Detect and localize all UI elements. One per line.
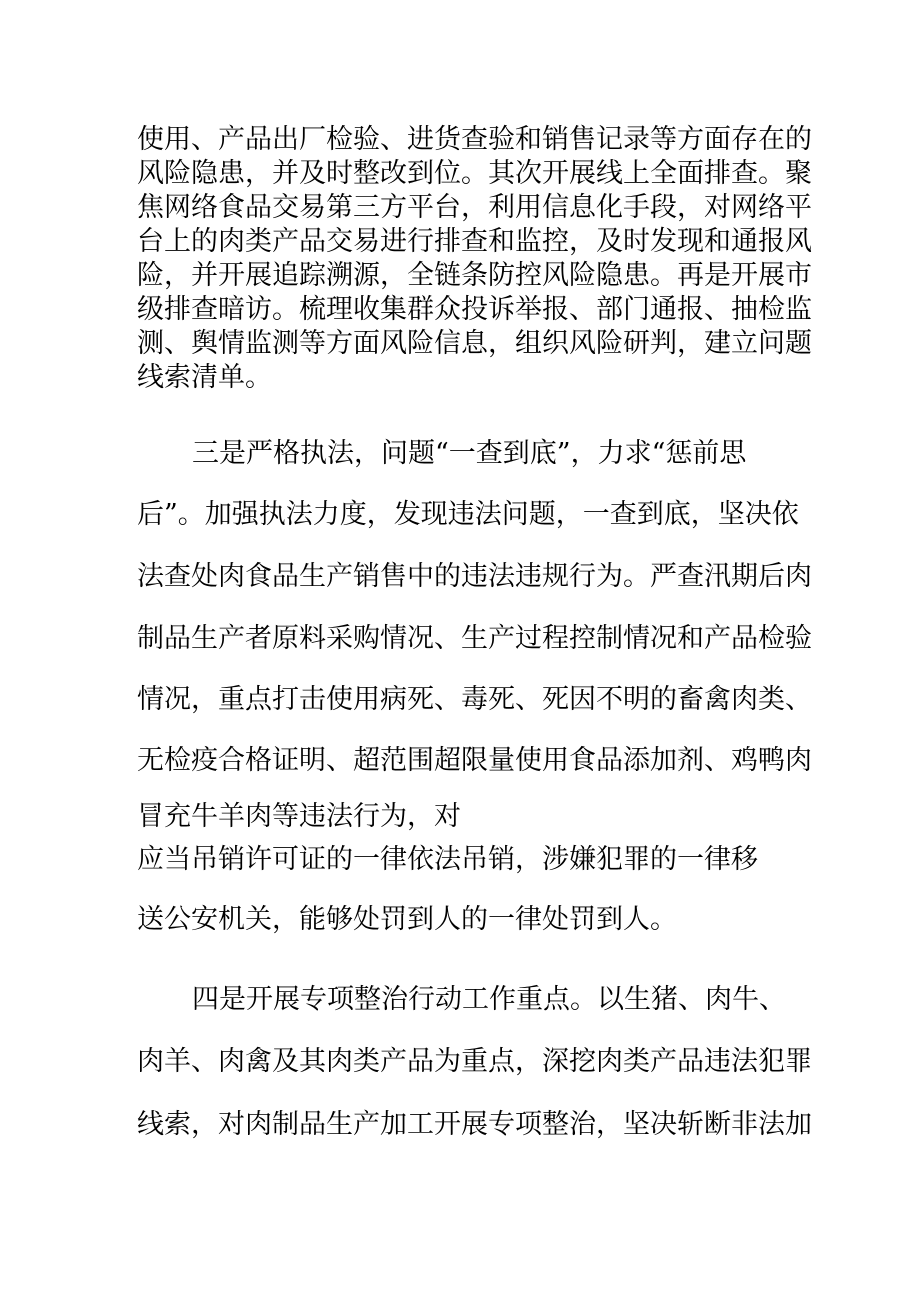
text-line: 使用、产品出厂检验、进货查验和销售记录等方面存在的 [137,124,812,155]
text-line: 法查处肉食品生产销售中的违法违规行为。严查汛期后肉 [137,561,812,592]
text-line: 风险隐患，并及时整改到位。其次开展线上全面排查。聚 [137,158,812,189]
text-line: 送公安机关，能够处罚到人的一律处罚到人。 [137,904,677,935]
text-line: 后”。加强执法力度，发现违法问题，一查到底，坚决依 [137,499,799,530]
text-line: 险，并开展追踪溯源，全链条防控风险隐患。再是开展市 [137,260,812,291]
text-line: 测、舆情监测等方面风险信息，组织风险研判，建立问题 [137,328,812,359]
text-line: 冒充牛羊肉等违法行为，对 [137,801,461,832]
text-line: 台上的肉类产品交易进行排查和监控，及时发现和通报风 [137,226,812,257]
text-line: 焦网络食品交易第三方平台，利用信息化手段，对网络平 [137,192,812,223]
text-line: 应当吊销许可证的一律依法吊销，涉嫌犯罪的一律移 [137,844,758,875]
text-line: 线索，对肉制品生产加工开展专项整治，坚决斩断非法加 [137,1109,812,1140]
text-line: 肉羊、肉禽及其肉类产品为重点，深挖肉类产品违法犯罪 [137,1046,812,1077]
text-line: 情况，重点打击使用病死、毒死、死因不明的畜禽肉类、 [137,684,812,715]
text-line: 线索清单。 [137,362,272,393]
text-line: 无检疫合格证明、超范围超限量使用食品添加剂、鸡鸭肉 [137,745,812,776]
paragraph-heading-line: 四是开展专项整治行动工作重点。以生猪、肉牛、 [192,984,786,1015]
paragraph-heading-line: 三是严格执法，问题“一查到底”，力求“惩前思 [192,438,747,469]
text-line: 级排查暗访。梳理收集群众投诉举报、部门通报、抽检监 [137,294,812,325]
text-line: 制品生产者原料采购情况、生产过程控制情况和产品检验 [137,623,812,654]
